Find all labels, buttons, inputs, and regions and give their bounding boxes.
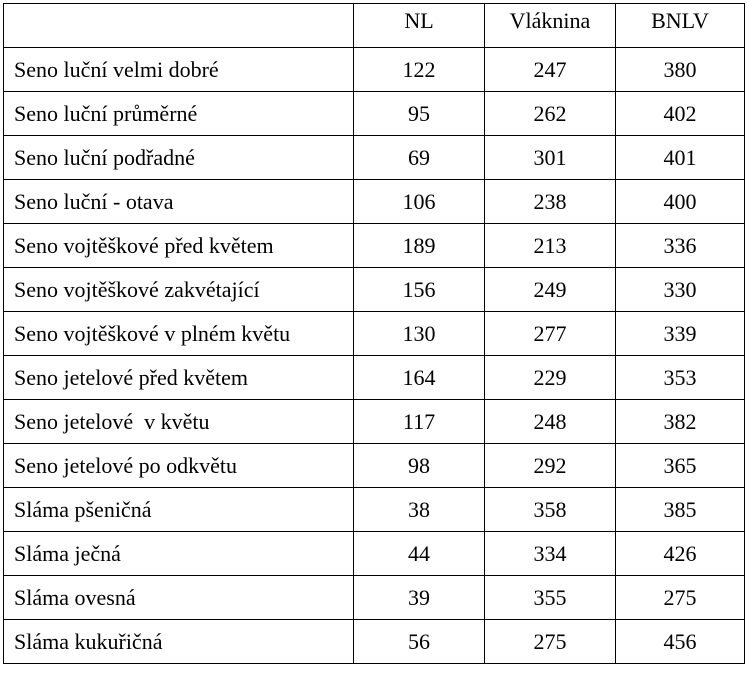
feed-name: Seno luční velmi dobré <box>4 48 354 92</box>
bnlv-value: 330 <box>616 268 745 312</box>
table-row <box>4 532 745 576</box>
fiber-value: 292 <box>485 444 616 488</box>
fiber-value: 275 <box>485 620 616 664</box>
table-row <box>4 92 745 136</box>
nl-value: 164 <box>354 356 485 400</box>
feed-name: Seno vojtěškové před květem <box>4 224 354 268</box>
nl-value: 122 <box>354 48 485 92</box>
header-feed <box>4 4 354 48</box>
feed-name: Seno luční průměrné <box>4 92 354 136</box>
feed-name: Sláma ovesná <box>4 576 354 620</box>
bnlv-value: 275 <box>616 576 745 620</box>
nl-value: 130 <box>354 312 485 356</box>
nl-value: 106 <box>354 180 485 224</box>
table-row <box>4 224 745 268</box>
nl-value: 156 <box>354 268 485 312</box>
table-row <box>4 488 745 532</box>
fiber-value: 277 <box>485 312 616 356</box>
nl-value: 56 <box>354 620 485 664</box>
table-row <box>4 136 745 180</box>
bnlv-value: 385 <box>616 488 745 532</box>
feed-name: Seno jetelové po odkvětu <box>4 444 354 488</box>
feed-name: Seno jetelové v květu <box>4 400 354 444</box>
fiber-value: 248 <box>485 400 616 444</box>
table-row <box>4 48 745 92</box>
fiber-value: 355 <box>485 576 616 620</box>
bnlv-value: 426 <box>616 532 745 576</box>
fiber-value: 358 <box>485 488 616 532</box>
feed-name: Seno vojtěškové zakvétající <box>4 268 354 312</box>
bnlv-value: 382 <box>616 400 745 444</box>
header-nl: NL <box>354 4 485 48</box>
nl-value: 98 <box>354 444 485 488</box>
bnlv-value: 365 <box>616 444 745 488</box>
table-row <box>4 576 745 620</box>
feed-name: Seno luční - otava <box>4 180 354 224</box>
table-row <box>4 400 745 444</box>
bnlv-value: 400 <box>616 180 745 224</box>
feed-name: Seno luční podřadné <box>4 136 354 180</box>
bnlv-value: 401 <box>616 136 745 180</box>
nl-value: 189 <box>354 224 485 268</box>
fiber-value: 301 <box>485 136 616 180</box>
table-row <box>4 444 745 488</box>
bnlv-value: 336 <box>616 224 745 268</box>
fiber-value: 229 <box>485 356 616 400</box>
bnlv-value: 402 <box>616 92 745 136</box>
fiber-value: 262 <box>485 92 616 136</box>
bnlv-value: 380 <box>616 48 745 92</box>
feed-name: Seno jetelové před květem <box>4 356 354 400</box>
feed-name: Sláma kukuřičná <box>4 620 354 664</box>
bnlv-value: 353 <box>616 356 745 400</box>
fiber-value: 249 <box>485 268 616 312</box>
nl-value: 117 <box>354 400 485 444</box>
nl-value: 39 <box>354 576 485 620</box>
fiber-value: 238 <box>485 180 616 224</box>
fiber-value: 247 <box>485 48 616 92</box>
nl-value: 44 <box>354 532 485 576</box>
header-fiber: Vláknina <box>485 4 616 48</box>
fiber-value: 213 <box>485 224 616 268</box>
nl-value: 95 <box>354 92 485 136</box>
bnlv-value: 339 <box>616 312 745 356</box>
feed-name: Sláma ječná <box>4 532 354 576</box>
nl-value: 38 <box>354 488 485 532</box>
feed-composition-table <box>3 3 745 664</box>
header-row <box>4 4 745 48</box>
feed-name: Sláma pšeničná <box>4 488 354 532</box>
feed-name: Seno vojtěškové v plném květu <box>4 312 354 356</box>
bnlv-value: 456 <box>616 620 745 664</box>
table-row <box>4 312 745 356</box>
nl-value: 69 <box>354 136 485 180</box>
fiber-value: 334 <box>485 532 616 576</box>
table-row <box>4 268 745 312</box>
table-row <box>4 620 745 664</box>
header-bnlv: BNLV <box>616 4 745 48</box>
table-row <box>4 356 745 400</box>
table-row <box>4 180 745 224</box>
